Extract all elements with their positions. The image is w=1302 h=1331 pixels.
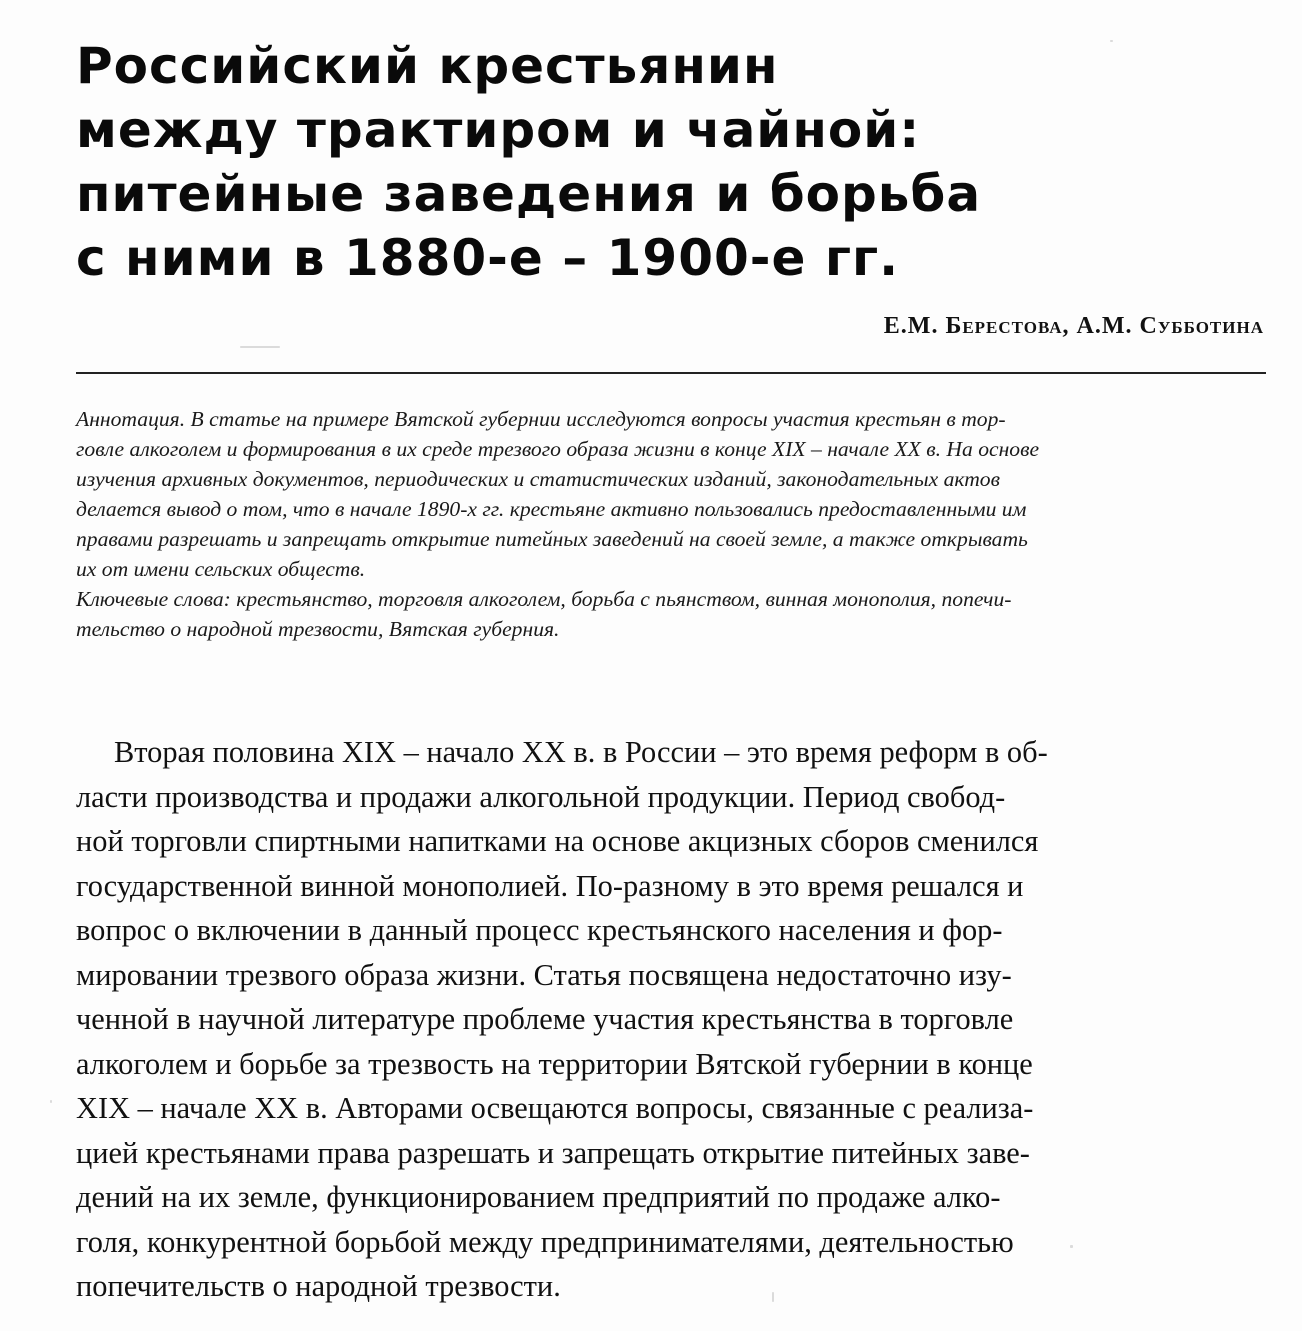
body-line: Вторая половина XIX – начало XX в. в России – это время реформ в об- bbox=[114, 735, 1048, 769]
title-line: Российский крестьянин bbox=[76, 37, 779, 95]
body-line: мировании трезвого образа жизни. Статья посвящена недостаточно изу- bbox=[76, 957, 1012, 992]
header-divider bbox=[76, 372, 1266, 374]
abstract-line: Аннотация. В статье на примере Вятской губернии исследуются вопросы участия крестьян в тор- bbox=[76, 407, 1006, 431]
article-body bbox=[76, 730, 1270, 1309]
scan-speck bbox=[1070, 1245, 1073, 1248]
body-line: ной торговли спиртными напитками на основе акцизных сборов сменился bbox=[76, 824, 1039, 858]
scan-speck bbox=[1110, 40, 1113, 42]
abstract-line: их от имени сельских обществ. bbox=[76, 557, 366, 581]
scan-speck bbox=[50, 1100, 52, 1103]
scan-speck bbox=[240, 346, 280, 348]
body-line: XIX – начале XX в. Авторами освещаются вопросы, связанные с реализа- bbox=[76, 1091, 1034, 1125]
body-line: вопрос о включении в данный процесс крестьянского населения и фор- bbox=[76, 913, 1003, 947]
body-line: попечительств о народной трезвости. bbox=[76, 1269, 561, 1303]
body-line: алкоголем и борьбе за трезвость на территории Вятской губернии в конце bbox=[76, 1046, 1033, 1081]
title-line: с ними в 1880-е – 1900-е гг. bbox=[76, 229, 900, 287]
article-authors: Е.М. Берестова, А.М. Субботина bbox=[883, 313, 1264, 339]
abstract-line: говле алкоголем и формирования в их среде трезвого образа жизни в конце XIX – начале XX в. На основе bbox=[76, 437, 1040, 461]
article-abstract bbox=[76, 404, 1270, 644]
body-line: голя, конкурентной борьбой между предпринимателями, деятельностью bbox=[76, 1224, 1014, 1259]
abstract-line: изучения архивных документов, периодических и статистических изданий, законодательных актов bbox=[76, 467, 1000, 491]
abstract-line: правами разрешать и запрещать открытие питейных заведений на своей земле, а также открывать bbox=[76, 527, 1028, 551]
title-line: между трактиром и чайной: bbox=[76, 101, 921, 159]
body-line: цией крестьянами права разрешать и запрещать открытие питейных заве- bbox=[76, 1135, 1030, 1170]
body-line: ласти производства и продажи алкогольной продукции. Период свобод- bbox=[76, 779, 1006, 814]
abstract-line: делается вывод о том, что в начале 1890-х гг. крестьяне активно пользовались предоставленными им bbox=[76, 497, 1027, 521]
body-line: государственной винной монополией. По-разному в это время решался и bbox=[76, 868, 1024, 903]
body-line: ченной в научной литературе проблеме участия крестьянства в торговле bbox=[76, 1002, 1014, 1036]
body-line: дений на их земле, функционированием предприятий по продаже алко- bbox=[76, 1180, 1001, 1214]
keywords-line: тельство о народной трезвости, Вятская губерния. bbox=[76, 617, 560, 641]
title-line: питейные заведения и борьба bbox=[76, 165, 982, 223]
keywords-line: Ключевые слова: крестьянство, торговля алкоголем, борьба с пьянством, винная монополия, попечи- bbox=[76, 587, 1012, 611]
scan-speck bbox=[772, 1292, 774, 1302]
article-title bbox=[76, 34, 1236, 290]
